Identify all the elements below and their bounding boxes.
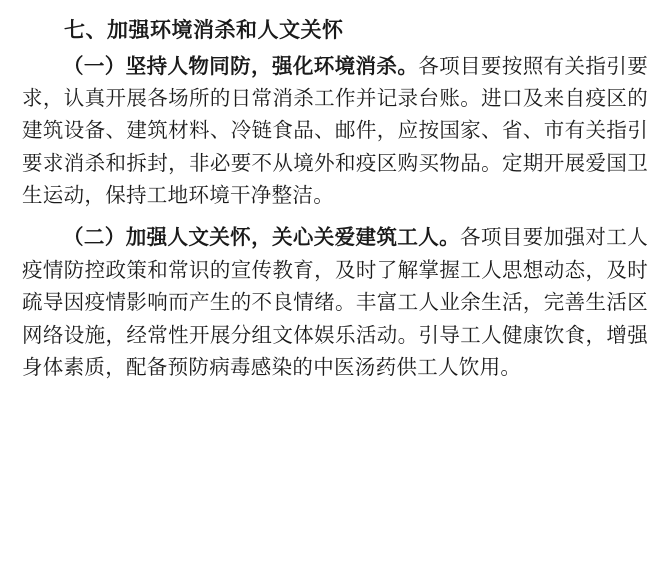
paragraph-two <box>22 221 648 383</box>
paragraph-one <box>22 50 648 212</box>
paragraph-one-text: 各项目要按照有关指引要求，认真开展各场所的日常消杀工作并记录台账。进口及来自疫区的建筑设备、建筑材料、冷链食品、邮件，应按国家、省、市有关指引要求消杀和拆封，非必要不从境外和疫区购买物品。定期开展爱国卫生运动，保持工地环境干净整洁。 <box>22 53 648 207</box>
paragraph-two-lead: （二）加强人文关怀，关心关爱建筑工人。 <box>63 225 461 250</box>
paragraph-two-text: 各项目要加强对工人疫情防控政策和常识的宣传教育，及时了解掌握工人思想动态，及时疏导因疫情影响而产生的不良情绪。丰富工人业余生活，完善生活区网络设施，经常性开展分组文体娱乐活动。引导工人健康饮食，增强身体素质，配备预防病毒感染的中医汤药供工人饮用。 <box>22 225 648 379</box>
section-heading: 七、加强环境消杀和人文关怀 <box>64 17 344 42</box>
paragraph-one-lead: （一）坚持人物同防，强化环境消杀。 <box>63 53 419 78</box>
paragraph-spacer <box>22 213 648 221</box>
